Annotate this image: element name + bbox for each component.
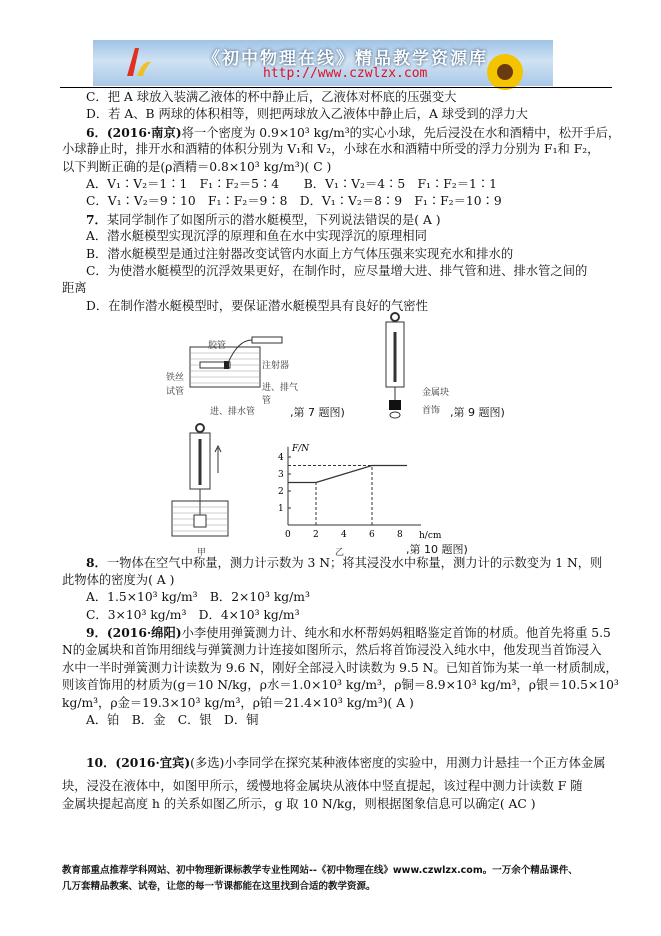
text-content: A．V₁∶V₂＝1∶1 F₁∶F₂＝5∶4 B．V₁∶V₂＝4∶5 F₁∶F₂＝1∶1 bbox=[86, 177, 497, 191]
label-jia: 甲 bbox=[197, 548, 207, 558]
header-banner bbox=[93, 40, 553, 86]
text-content: 水中一半时弹簧测力计读数为 9.6 N，刚好全部浸入时读数为 9.5 N。已知首饰为某一单一材质制成， bbox=[62, 660, 618, 675]
text-line bbox=[86, 125, 620, 141]
text-line bbox=[62, 661, 618, 676]
text-content: A．潜水艇模型实现沉浮的原理和鱼在水中实现浮沉的原理相同 bbox=[86, 229, 427, 244]
label-syringe: 注射器 bbox=[262, 361, 290, 371]
figure-10b-chart bbox=[270, 425, 442, 545]
text-content: 将一个密度为 0.9×10³ kg/m³的实心小球，先后浸没在水和酒精中，松开手后， bbox=[181, 125, 621, 140]
figure-7-caption: ,第 7 题图) bbox=[290, 406, 345, 419]
text-content: B．潜水艇模型是通过注射器改变试管内水面上方气体压强来实现充水和排水的 bbox=[86, 246, 514, 261]
y-tick-label: 4 bbox=[278, 453, 284, 463]
text-content: 金属块提起高度 h 的关系如图乙所示，g 取 10 N/kg，则根据图象信息可以确定( AC ) bbox=[62, 797, 536, 811]
text-line bbox=[86, 299, 428, 314]
text-content: C．把 A 球放入装满乙液体的杯中静止后，乙液体对杯底的压强变大 bbox=[86, 90, 457, 104]
footer-line-2: 几万套精品教案、试卷，让您的每一节课都能在这里找到合适的教学资源。 bbox=[62, 881, 376, 892]
footer-line-1: 教育部重点推荐学科网站、初中物理新课标教学专业性网站--《初中物理在线》www.czwlzx.com。一万余个精品课件、 bbox=[62, 865, 578, 876]
text-line bbox=[62, 281, 87, 296]
y-tick-label: 2 bbox=[278, 487, 284, 497]
question-number: 7． bbox=[86, 211, 107, 227]
text-line bbox=[86, 608, 300, 623]
x-tick-label: 6 bbox=[369, 530, 375, 540]
text-content: 此物体的密度为( A ) bbox=[62, 572, 175, 587]
text-line bbox=[86, 264, 587, 279]
x-tick-label: 2 bbox=[313, 530, 319, 540]
text-line bbox=[86, 177, 497, 192]
text-line bbox=[62, 643, 602, 658]
text-content: A．铂 B．金 C．银 D．铜 bbox=[86, 713, 259, 728]
text-content: 块，浸没在液体中，如图甲所示，缓慢地将金属块从液体中竖直提起，该过程中测力计读数 F 随 bbox=[62, 779, 583, 793]
text-line bbox=[86, 590, 310, 605]
text-line bbox=[86, 194, 502, 209]
text-line bbox=[86, 555, 602, 571]
text-line bbox=[86, 755, 606, 771]
text-line bbox=[86, 247, 513, 262]
label-tube: 胶管 bbox=[208, 341, 227, 351]
text-content: D．在制作潜水艇模型时，要保证潜水艇模型具有良好的气密性 bbox=[86, 298, 428, 313]
x-tick-label: 8 bbox=[397, 530, 403, 540]
text-line bbox=[86, 90, 456, 105]
figure-10a-apparatus bbox=[170, 423, 230, 538]
text-line bbox=[86, 212, 441, 228]
y-tick-label: 1 bbox=[278, 504, 284, 514]
text-line bbox=[62, 797, 536, 812]
label-water-pipe: 进、排水管 bbox=[210, 407, 256, 417]
text-line bbox=[86, 713, 258, 728]
label-jewelry: 首饰 bbox=[422, 406, 441, 416]
text-content: C．3×10³ kg/m³ D．4×10³ kg/m³ bbox=[86, 607, 300, 622]
label-yi: 乙 bbox=[335, 548, 345, 558]
text-line bbox=[62, 696, 414, 711]
text-line bbox=[86, 107, 528, 122]
x-tick-label: 0 bbox=[285, 530, 291, 540]
text-content: 以下判断正确的是(ρ酒精＝0.8×10³ kg/m³)( C ) bbox=[62, 159, 332, 174]
header-rule bbox=[60, 87, 612, 88]
text-line bbox=[62, 142, 599, 157]
text-content: C．为使潜水艇模型的沉浮效果更好，在制作时，应尽量增大进、排气管和进、排水管之间的 bbox=[86, 264, 588, 278]
series-line bbox=[288, 466, 407, 483]
question-number: 6．(2016·南京) bbox=[86, 124, 182, 140]
label-metal-block: 金属块 bbox=[422, 388, 450, 398]
text-content: 小球静止时，排开水和酒精的体积分别为 V₁和 V₂，小球在水和酒精中所受的浮力分别为 F₁和 F₂， bbox=[62, 142, 600, 157]
y-axis-label: F/N bbox=[292, 443, 310, 454]
text-content: C．V₁∶V₂＝9∶10 F₁∶F₂＝9∶8 D．V₁∶V₂＝8∶9 F₁∶F₂＝10∶9 bbox=[86, 194, 502, 209]
question-number: 8． bbox=[86, 555, 107, 570]
figure-10-caption: ,第 10 题图) bbox=[406, 543, 468, 556]
text-line bbox=[62, 573, 174, 588]
text-content: 距离 bbox=[62, 281, 87, 296]
banner-url[interactable]: http://www.czwlzx.com bbox=[263, 66, 428, 81]
y-tick-label: 3 bbox=[278, 470, 284, 480]
label-wire: 铁丝 bbox=[166, 373, 185, 383]
text-line bbox=[62, 779, 583, 794]
sunflower-icon bbox=[473, 50, 533, 90]
text-content: 小李使用弹簧测力计、纯水和水杯帮妈妈粗略鉴定首饰的材质。他首先将重 5.5 bbox=[181, 626, 611, 641]
text-line bbox=[62, 678, 619, 693]
x-tick-label: 4 bbox=[341, 530, 347, 540]
text-content: kg/m³，ρ金＝19.3×10³ kg/m³，ρ铂＝21.4×10³ kg/m³)( A ) bbox=[62, 695, 414, 710]
text-content: 则该首饰用的材质为(g＝10 N/kg，ρ水＝1.0×10³ kg/m³，ρ铜＝8.9×10³ kg/m³，ρ银＝10.5×10³ bbox=[62, 678, 619, 693]
question-number: 10．(2016·宜宾) bbox=[86, 755, 191, 770]
logo-icon bbox=[123, 46, 153, 80]
text-content: 某同学制作了如图所示的潜水艇模型，下列说法错误的是( A ) bbox=[106, 212, 441, 227]
banner-title: 《初中物理在线》精品教学资源库 bbox=[203, 49, 488, 69]
text-content: (多选)小李同学在探究某种液体密度的实验中，用测力计悬挂一个正方体金属 bbox=[190, 756, 606, 770]
figure-9-caption: ,第 9 题图) bbox=[450, 406, 505, 419]
text-line bbox=[62, 160, 331, 175]
label-test-tube: 试管 bbox=[166, 387, 185, 397]
question-number: 9．(2016·绵阳) bbox=[86, 625, 182, 641]
text-content: D．若 A、B 两球的体积相等，则把两球放入乙液体中静止后，A 球受到的浮力大 bbox=[86, 107, 528, 122]
text-content: A．1.5×10³ kg/m³ B．2×10³ kg/m³ bbox=[86, 590, 310, 605]
x-axis-label: h/cm bbox=[419, 531, 442, 541]
label-air-pipe: 进、排气管 bbox=[262, 383, 299, 406]
text-line bbox=[86, 625, 611, 641]
text-content: N的金属块和首饰用细线与弹簧测力计连接如图所示，然后将首饰浸没入纯水中，他发现当首饰浸入 bbox=[62, 643, 602, 657]
text-content: 一物体在空气中称量，测力计示数为 3 N；将其浸没水中称量，测力计的示数变为 1 N，则 bbox=[106, 556, 603, 570]
text-line bbox=[86, 229, 427, 244]
